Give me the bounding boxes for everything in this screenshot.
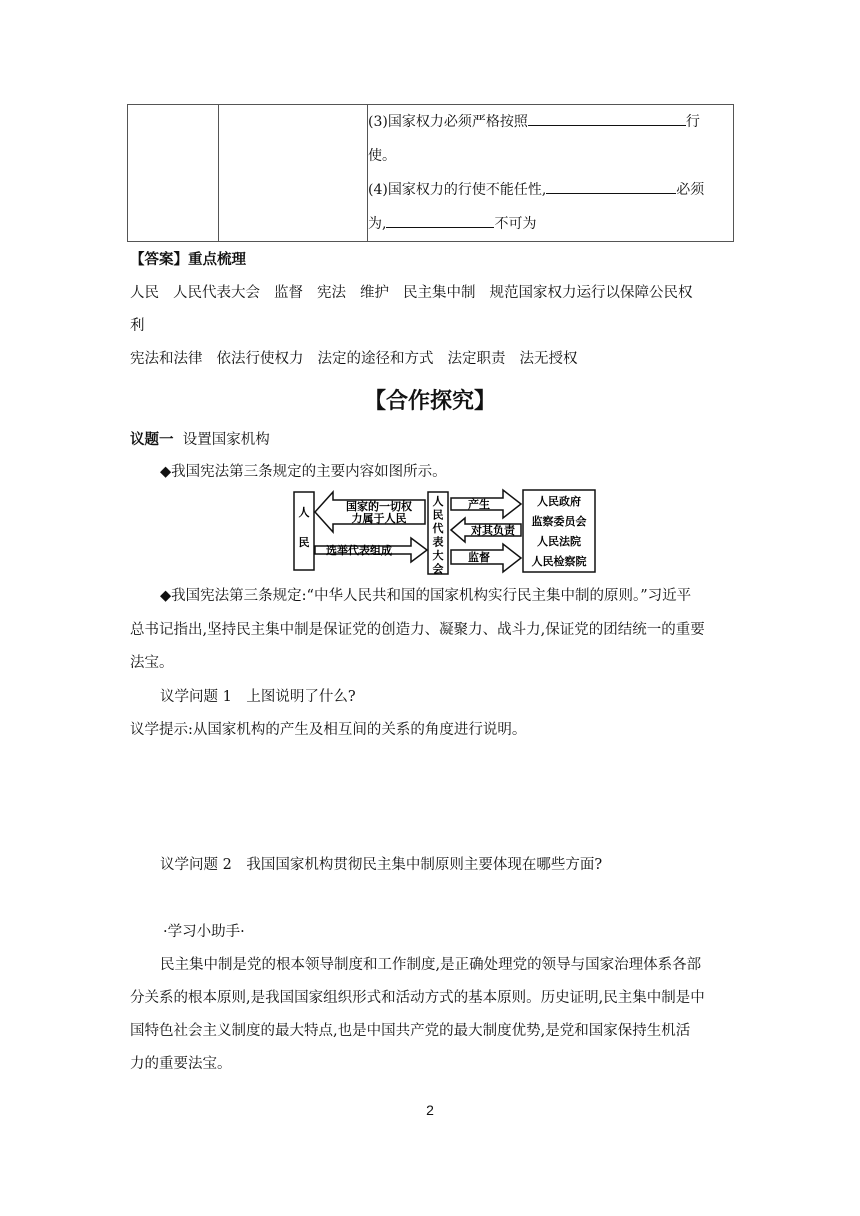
answer-item: 法定职责: [447, 351, 506, 367]
organ-procuratorate: 人民检察院: [531, 555, 587, 568]
item3-suffix: 行: [685, 114, 700, 130]
npc-char: 大: [432, 549, 444, 562]
helper-title: ·学习小助手·: [163, 924, 245, 940]
answer-heading: 【答案】重点梳理: [130, 251, 246, 268]
people-box: [294, 492, 314, 570]
organ-supervision: 监察委员会: [531, 515, 587, 528]
answer-item: 维护: [360, 285, 389, 301]
answer-line-1: [130, 283, 693, 303]
item4-cont: 为,: [368, 216, 387, 232]
npc-label: [433, 495, 445, 576]
answer-line-2: [130, 349, 592, 369]
helper-line-2: 分关系的根本原则,是我国国家组织形式和活动方式的基本原则。历史证明,民主集中制是中: [130, 990, 705, 1006]
organ-government: 人民政府: [537, 495, 581, 508]
table-cell-3: [368, 105, 734, 242]
helper-line-1: 民主集中制是党的根本领导制度和工作制度,是正确处理党的领导与国家治理体系各部: [160, 957, 702, 973]
arrow-top-line-2: 力属于人民: [351, 512, 407, 525]
responsible-label: 对其负责: [471, 524, 515, 537]
people-label-2: 民: [298, 536, 310, 549]
answer-line-1-wrap: 利: [130, 318, 145, 334]
material-2-line-1: ◆我国宪法第三条规定:“中华人民共和国的国家机构实行民主集中制的原则。”习近平: [160, 588, 692, 604]
npc-char: 人: [432, 495, 444, 508]
item4-mid: 必须: [676, 182, 705, 198]
material-2-line-3: 法宝。: [130, 655, 174, 671]
page-number: 2: [426, 1102, 434, 1118]
topic-label: 议题一: [130, 431, 174, 448]
produce-label: 产生: [468, 498, 490, 511]
npc-char: 表: [432, 535, 444, 549]
supervise-label: 监督: [468, 551, 490, 564]
question-1: 议学问题 1 上图说明了什么?: [160, 689, 356, 705]
helper-line-3: 国特色社会主义制度的最大特点,也是中国共产党的最大制度优势,是党和国家保持生机活: [130, 1023, 691, 1039]
topic-line: [130, 430, 270, 450]
answer-item: 宪法: [317, 285, 346, 301]
answer-item: 规范国家权力运行以保障公民权: [489, 285, 693, 301]
answer-item: 人民代表大会: [173, 285, 260, 301]
hint-text: 议学提示:从国家机构的产生及相互间的关系的角度进行说明。: [130, 722, 527, 738]
item4-text: (4)国家权力的行使不能任性,: [368, 182, 547, 198]
answer-item: 监督: [274, 285, 303, 301]
answer-item: 法定的途径和方式: [317, 351, 434, 367]
question-2: 议学问题 2 我国国家机构贯彻民主集中制原则主要体现在哪些方面?: [160, 857, 603, 873]
topic-text: 设置国家机构: [182, 432, 270, 448]
item3-text: (3)国家权力必须严格按照: [368, 114, 528, 130]
material-2-line-2: 总书记指出,坚持民主集中制是保证党的创造力、凝聚力、战斗力,保证党的团结统一的重要: [130, 622, 705, 638]
npc-char: 代: [432, 522, 444, 535]
item3-cont: 使。: [368, 148, 396, 164]
fill-blank[interactable]: [546, 179, 676, 194]
arrow-bottom-label: 选举代表组成: [326, 544, 392, 557]
npc-char: 会: [432, 562, 444, 576]
answer-item: 宪法和法律: [130, 351, 203, 367]
answer-item: 法无授权: [519, 351, 578, 367]
answer-item: 人民: [130, 285, 159, 301]
table-cell-2: [219, 105, 368, 242]
helper-line-4: 力的重要法宝。: [130, 1056, 232, 1072]
answer-item: 依法行使权力: [216, 351, 304, 367]
arrow-top-line-1: 国家的一切权: [346, 500, 412, 513]
table-cell-1: [128, 105, 219, 242]
organ-court: 人民法院: [537, 535, 581, 548]
section-title: 【合作探究】: [363, 389, 496, 414]
material-1: ◆我国宪法第三条规定的主要内容如图所示。: [160, 464, 447, 480]
fill-blank[interactable]: [386, 213, 494, 228]
item4-suffix: 不可为: [494, 216, 537, 232]
constitution-diagram: [293, 488, 597, 576]
answer-item: 民主集中制: [403, 285, 476, 301]
people-label-1: 人: [298, 506, 310, 519]
npc-char: 民: [432, 508, 444, 522]
content-table: [127, 104, 734, 242]
fill-blank[interactable]: [528, 111, 686, 126]
